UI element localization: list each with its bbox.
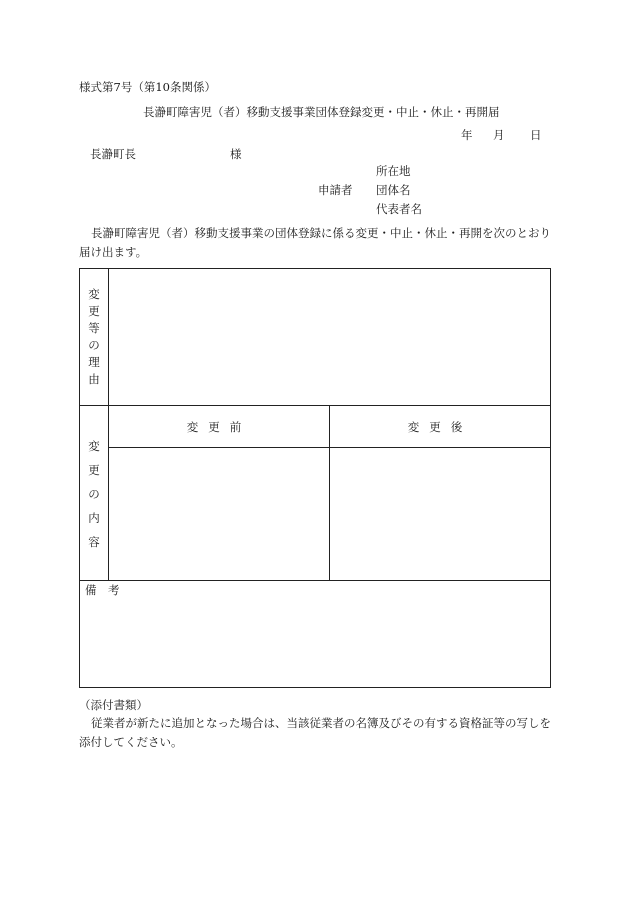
addressee-honorific: 様: [230, 147, 242, 161]
form-title: 長瀞町障害児（者）移動支援事業団体登録変更・中止・休止・再開届: [143, 105, 500, 119]
before-field[interactable]: [109, 448, 329, 580]
reason-char: 変: [88, 287, 100, 301]
change-table: [79, 268, 551, 688]
applicant-group-label: 団体名: [376, 183, 411, 197]
content-char: 変: [88, 439, 100, 453]
attachments-heading: （添付書類）: [79, 698, 148, 712]
form-number: 様式第7号（第10条関係）: [79, 80, 216, 94]
attachments-text: 従業者が新たに追加となった場合は、当該従業者の名簿及びその有する資格証等の写しを添付してください。: [79, 716, 551, 749]
reason-char: の: [88, 338, 100, 352]
reason-field[interactable]: [109, 269, 550, 405]
before-header: 変更前: [186, 420, 252, 434]
content-char: 内: [88, 511, 100, 525]
remarks-label: 備 考: [85, 583, 120, 597]
reason-char: 等: [88, 321, 100, 335]
applicant-rep-label: 代表者名: [376, 202, 422, 216]
after-header: 変更後: [407, 420, 473, 434]
reason-label: [80, 287, 108, 386]
content-char: 容: [88, 535, 100, 549]
reason-char: 由: [88, 372, 100, 386]
table-divider: [80, 405, 550, 406]
applicant-address-label: 所在地: [376, 164, 411, 178]
addressee-name: 長瀞町長: [90, 147, 136, 161]
content-label: [80, 439, 108, 549]
content-char: の: [88, 487, 100, 501]
date-day: 日: [530, 128, 542, 142]
reason-char: 更: [88, 304, 100, 318]
date-month: 月: [493, 128, 505, 142]
applicant-label: 申請者: [318, 183, 353, 197]
remarks-field[interactable]: [80, 581, 550, 687]
date-year: 年: [461, 128, 473, 142]
after-field[interactable]: [330, 448, 550, 580]
intro-paragraph: 長瀞町障害児（者）移動支援事業の団体登録に係る変更・中止・休止・再開を次のとおり届け出ます。: [79, 226, 551, 259]
reason-char: 理: [88, 355, 100, 369]
content-char: 更: [88, 463, 100, 477]
